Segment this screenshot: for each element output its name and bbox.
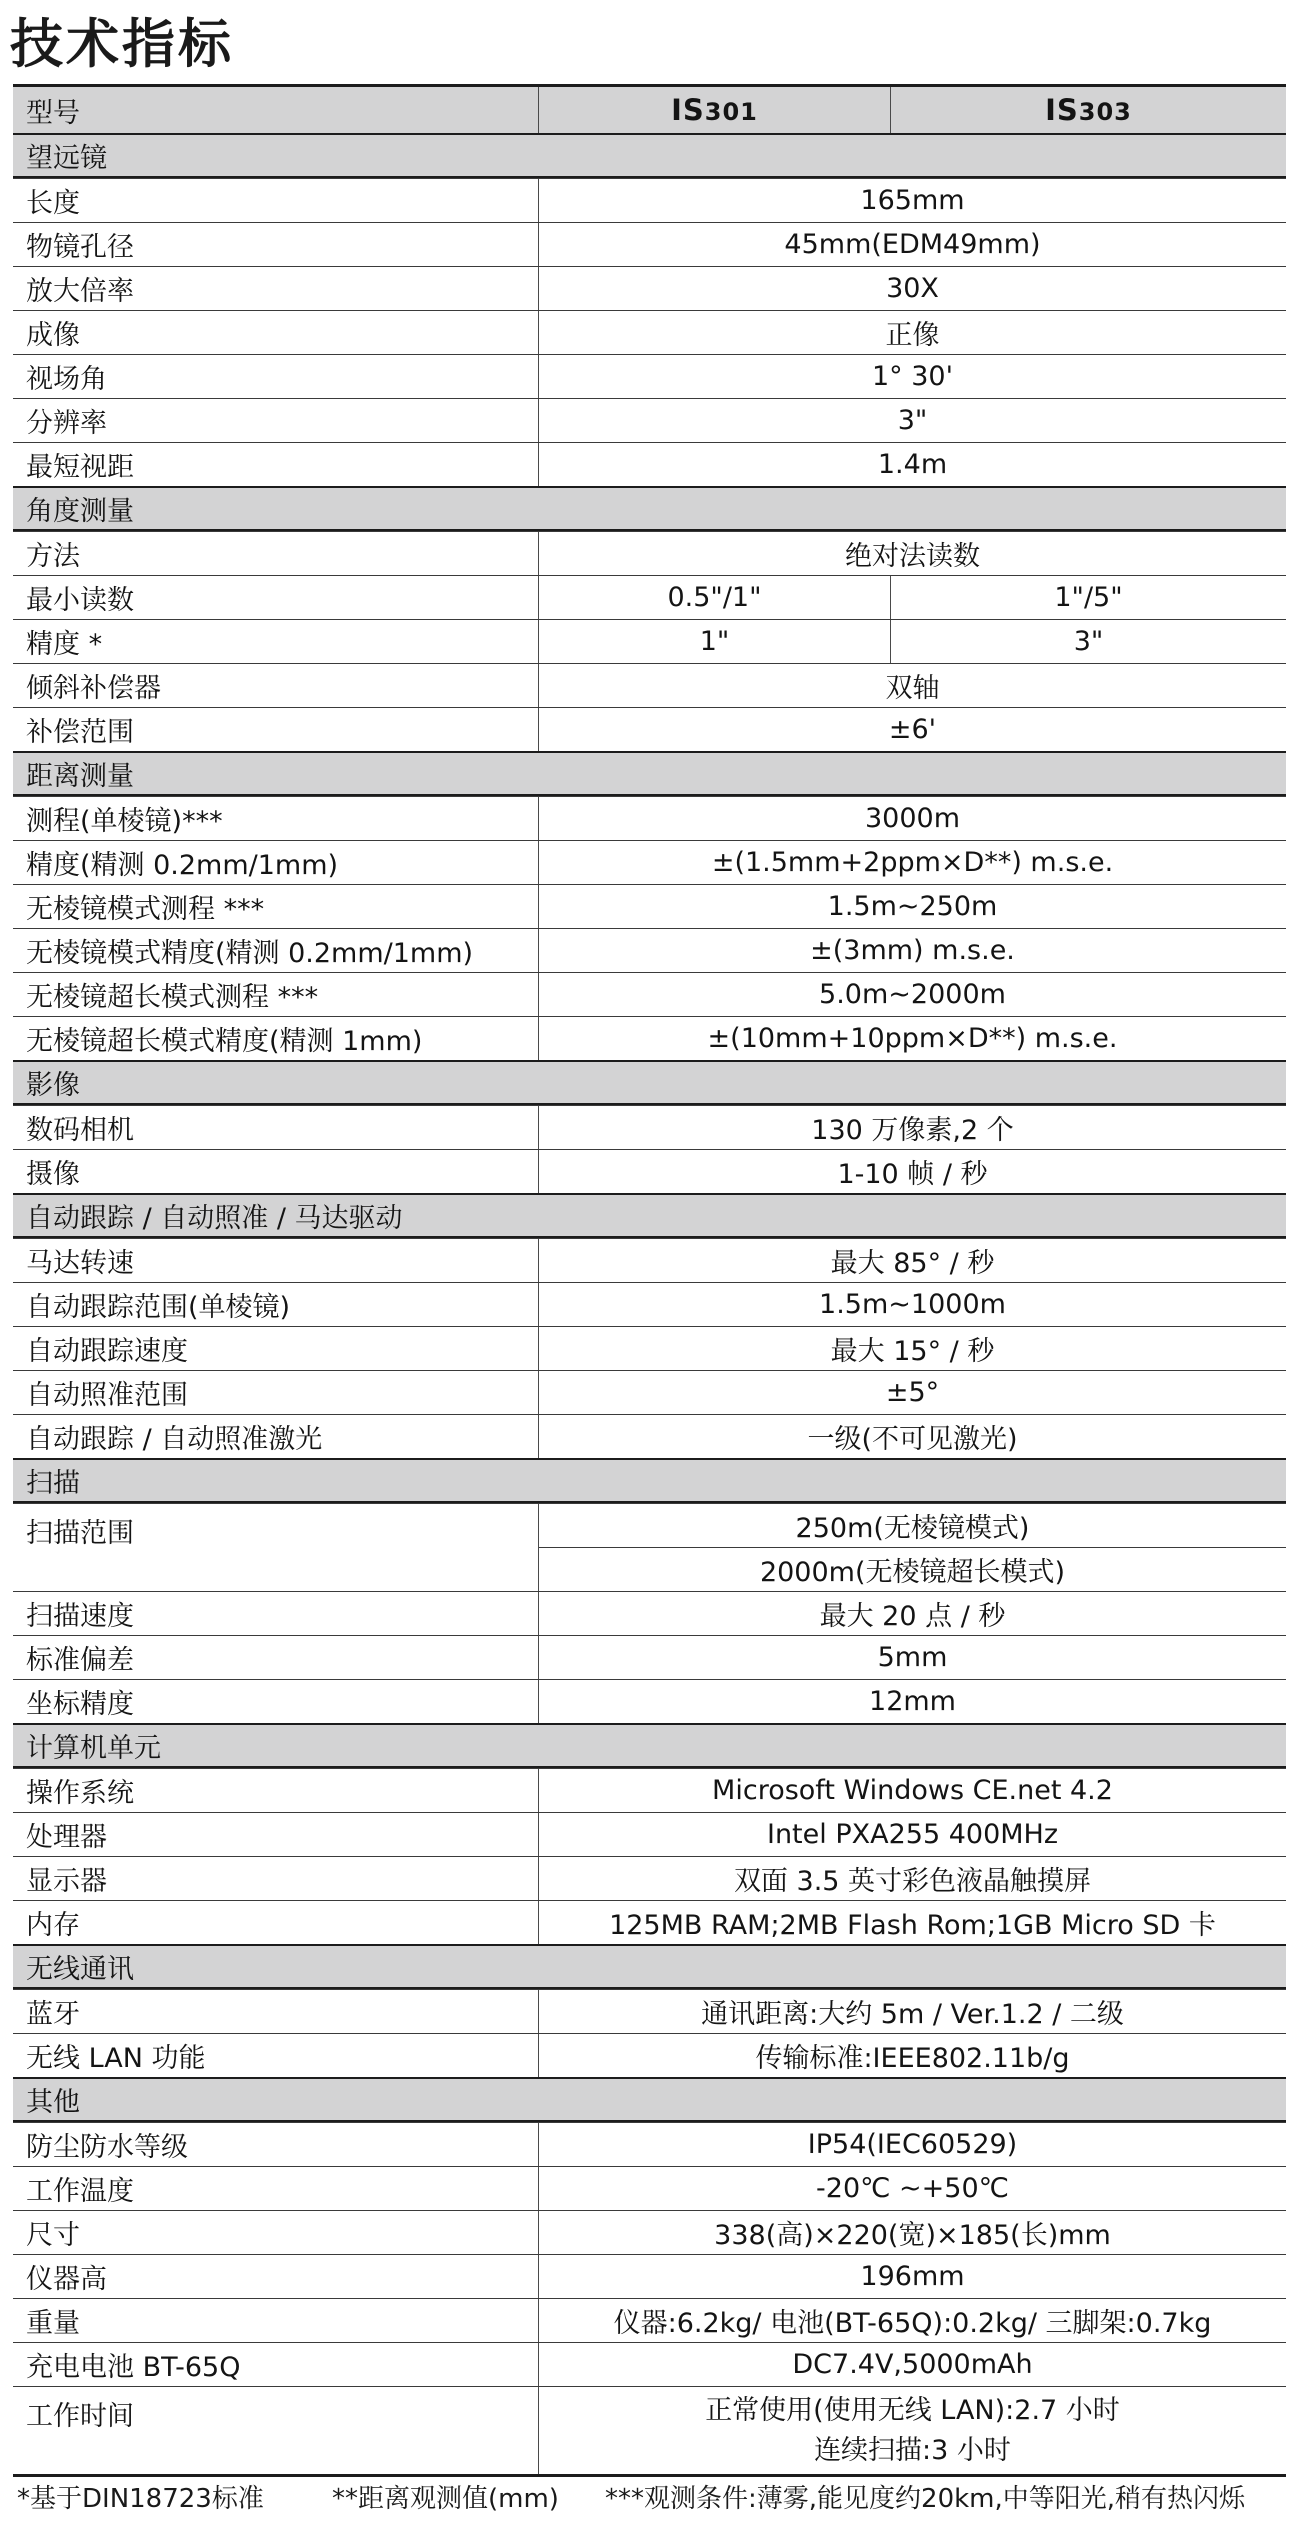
spec-row [13,2254,1286,2298]
spec-row [13,354,1286,398]
spec-row [13,1282,1286,1326]
model-header-label: 型号 [26,97,80,129]
spec-value: 双轴 [538,664,1286,707]
section-title: 其他 [26,2087,80,2118]
spec-value-line: 正常使用(使用无线 LAN):2.7 小时 [705,2394,1120,2426]
spec-table [13,84,1286,2477]
spec-value: 一级(不可见激光) [538,1415,1286,1458]
footnotes [13,2478,1293,2522]
spec-value-is301: 0.5"/1" [538,576,890,619]
spec-value: 仪器:6.2kg/ 电池(BT-65Q):0.2kg/ 三脚架:0.7kg [538,2299,1286,2342]
spec-value: 338(高)×220(宽)×185(长)mm [538,2211,1286,2254]
spec-label: 仪器高 [26,2264,107,2295]
section-header-row [13,486,1286,531]
model-digits: 301 [704,98,758,126]
spec-label: 工作时间 [26,2401,134,2432]
spec-label: 自动照准范围 [26,1380,188,1411]
spec-value-multiline [538,2387,1286,2474]
spec-label: 物镜孔径 [26,232,134,263]
spec-row [13,707,1286,751]
spec-row [13,1812,1286,1856]
spec-label: 内存 [26,1910,80,1941]
spec-row [13,928,1286,972]
spec-row [13,310,1286,354]
section-header-row [13,1944,1286,1989]
spec-label: 马达转速 [26,1248,134,1279]
spec-value: 正像 [538,311,1286,354]
spec-value-stack [538,1504,1286,1591]
spec-row [13,663,1286,707]
section-title: 计算机单元 [26,1733,161,1764]
spec-label: 数码相机 [26,1115,134,1146]
spec-value: IP54(IEC60529) [538,2123,1286,2166]
spec-value: ±(1.5mm+2ppm×D**) m.s.e. [538,841,1286,884]
spec-row [13,575,1286,619]
spec-value: 45mm(EDM49mm) [538,223,1286,266]
spec-label: 放大倍率 [26,276,134,307]
spec-label: 测程(单棱镜)*** [26,806,223,837]
spec-value: 最大 85° / 秒 [538,1239,1286,1282]
footnote-distance-value: **距离观测值(mm) [332,2484,559,2514]
spec-label: 成像 [26,320,80,351]
spec-row [13,1149,1286,1193]
spec-row [13,1414,1286,1458]
spec-label: 视场角 [26,364,107,395]
section-header-row [13,1458,1286,1503]
spec-value: 250m(无棱镜模式) [795,1513,1030,1544]
spec-value-is303: 1"/5" [890,576,1286,619]
spec-label: 蓝牙 [26,1999,80,2030]
spec-label: 自动跟踪速度 [26,1336,188,1367]
model-digits: 303 [1078,98,1132,126]
spec-value: 传输标准:IEEE802.11b/g [538,2034,1286,2077]
spec-label: 最小读数 [26,585,134,616]
spec-value-line: 连续扫描:3 小时 [814,2434,1011,2466]
spec-row [13,2166,1286,2210]
spec-value: ±(10mm+10ppm×D**) m.s.e. [538,1017,1286,1060]
spec-value: 2000m(无棱镜超长模式) [539,1547,1286,1591]
spec-row-group [13,1503,1286,1591]
spec-label: 摄像 [26,1159,80,1190]
spec-value: 12mm [538,1680,1286,1723]
spec-row [13,2210,1286,2254]
model-name-is303 [1045,93,1132,127]
spec-label: 补偿范围 [26,717,134,748]
spec-row [13,1238,1286,1282]
spec-row [13,1635,1286,1679]
spec-label: 防尘防水等级 [26,2132,188,2163]
spec-label: 自动跟踪 / 自动照准激光 [26,1424,323,1455]
spec-label: 自动跟踪范围(单棱镜) [26,1292,291,1323]
spec-value: 通讯距离:大约 5m / Ver.1.2 / 二级 [538,1990,1286,2033]
section-header-row [13,751,1286,796]
spec-row [13,972,1286,1016]
spec-label: 标准偏差 [26,1645,134,1676]
spec-label: 扫描范围 [26,1518,134,1549]
spec-value: 5mm [538,1636,1286,1679]
spec-value-is303: 3" [890,620,1286,663]
footnote-din-standard: *基于DIN18723标准 [17,2484,264,2514]
model-prefix: IS [1045,93,1079,127]
spec-value: 125MB RAM;2MB Flash Rom;1GB Micro SD 卡 [538,1901,1286,1944]
spec-label: 长度 [26,188,80,219]
spec-row [13,1326,1286,1370]
spec-label: 无线 LAN 功能 [26,2043,206,2074]
spec-label: 最短视距 [26,452,134,483]
spec-value: -20℃ ~+50℃ [538,2167,1286,2210]
spec-label: 精度 * [26,629,103,660]
spec-row [13,2386,1286,2474]
spec-value: 196mm [538,2255,1286,2298]
spec-row [13,2342,1286,2386]
spec-value: 最大 15° / 秒 [538,1327,1286,1370]
spec-value: ±(3mm) m.s.e. [538,929,1286,972]
spec-label: 尺寸 [26,2220,80,2251]
model-name-is301 [671,93,758,127]
spec-value: 双面 3.5 英寸彩色液晶触摸屏 [538,1857,1286,1900]
spec-value: ±5° [538,1371,1286,1414]
spec-value: 1.4m [538,443,1286,486]
section-header-row [13,1060,1286,1105]
spec-value: 165mm [538,179,1286,222]
spec-label: 扫描速度 [26,1601,134,1632]
spec-value: 1-10 帧 / 秒 [538,1150,1286,1193]
spec-label: 无棱镜模式测程 *** [26,894,265,925]
spec-value: Intel PXA255 400MHz [538,1813,1286,1856]
spec-row [13,796,1286,840]
spec-row [13,398,1286,442]
model-cell-is303 [890,87,1286,133]
spec-row [13,1989,1286,2033]
spec-label: 精度(精测 0.2mm/1mm) [26,850,339,881]
spec-value: 1.5m~1000m [538,1283,1286,1326]
section-title: 扫描 [26,1468,80,1499]
spec-label: 充电电池 BT-65Q [26,2352,241,2383]
spec-row [13,1856,1286,1900]
spec-value: DC7.4V,5000mAh [538,2343,1286,2386]
spec-label: 显示器 [26,1866,107,1897]
spec-label: 操作系统 [26,1778,134,1809]
spec-row [13,178,1286,222]
spec-row [13,840,1286,884]
spec-row [13,1591,1286,1635]
spec-label: 无棱镜超长模式测程 *** [26,982,319,1013]
spec-value: 30X [538,267,1286,310]
spec-value: Microsoft Windows CE.net 4.2 [538,1769,1286,1812]
section-header-row [13,1193,1286,1238]
section-title: 望远镜 [26,143,107,174]
section-header-row [13,1723,1286,1768]
spec-label: 无棱镜模式精度(精测 0.2mm/1mm) [26,938,474,969]
spec-value-is301: 1" [538,620,890,663]
spec-row [13,442,1286,486]
section-title: 距离测量 [26,761,134,792]
spec-label: 工作温度 [26,2176,134,2207]
spec-value: 1° 30' [538,355,1286,398]
spec-label: 无棱镜超长模式精度(精测 1mm) [26,1026,423,1057]
spec-label: 重量 [26,2308,80,2339]
spec-row [13,884,1286,928]
spec-row [13,1105,1286,1149]
spec-value: 最大 20 点 / 秒 [538,1592,1286,1635]
page-title: 技术指标 [10,14,234,75]
spec-label: 方法 [26,541,80,572]
spec-row [13,2298,1286,2342]
model-prefix: IS [671,93,705,127]
spec-label: 分辨率 [26,408,107,439]
section-header-row [13,133,1286,178]
spec-row [13,619,1286,663]
section-header-row [13,2077,1286,2122]
spec-label: 处理器 [26,1822,107,1853]
spec-row [13,2033,1286,2077]
table-header-row [13,87,1286,133]
spec-value: 3" [538,399,1286,442]
section-title: 自动跟踪 / 自动照准 / 马达驱动 [26,1203,403,1234]
spec-value: ±6' [538,708,1286,751]
spec-value: 绝对法读数 [538,532,1286,575]
spec-row [13,2122,1286,2166]
spec-value: 3000m [538,797,1286,840]
section-title: 无线通讯 [26,1954,134,1985]
spec-value: 130 万像素,2 个 [538,1106,1286,1149]
footnote-observation-conditions: ***观测条件:薄雾,能见度约20km,中等阳光,稍有热闪烁 [605,2484,1246,2514]
spec-row [13,1900,1286,1944]
spec-row [13,1370,1286,1414]
spec-row [13,1768,1286,1812]
spec-row [13,531,1286,575]
spec-row [13,222,1286,266]
model-cell-is301 [538,87,890,133]
spec-row [13,266,1286,310]
spec-value: 1.5m~250m [538,885,1286,928]
spec-label: 倾斜补偿器 [26,673,161,704]
spec-row [13,1016,1286,1060]
spec-value: 5.0m~2000m [538,973,1286,1016]
spec-label: 坐标精度 [26,1689,134,1720]
section-title: 影像 [26,1070,80,1101]
spec-row [13,1679,1286,1723]
section-title: 角度测量 [26,496,134,527]
